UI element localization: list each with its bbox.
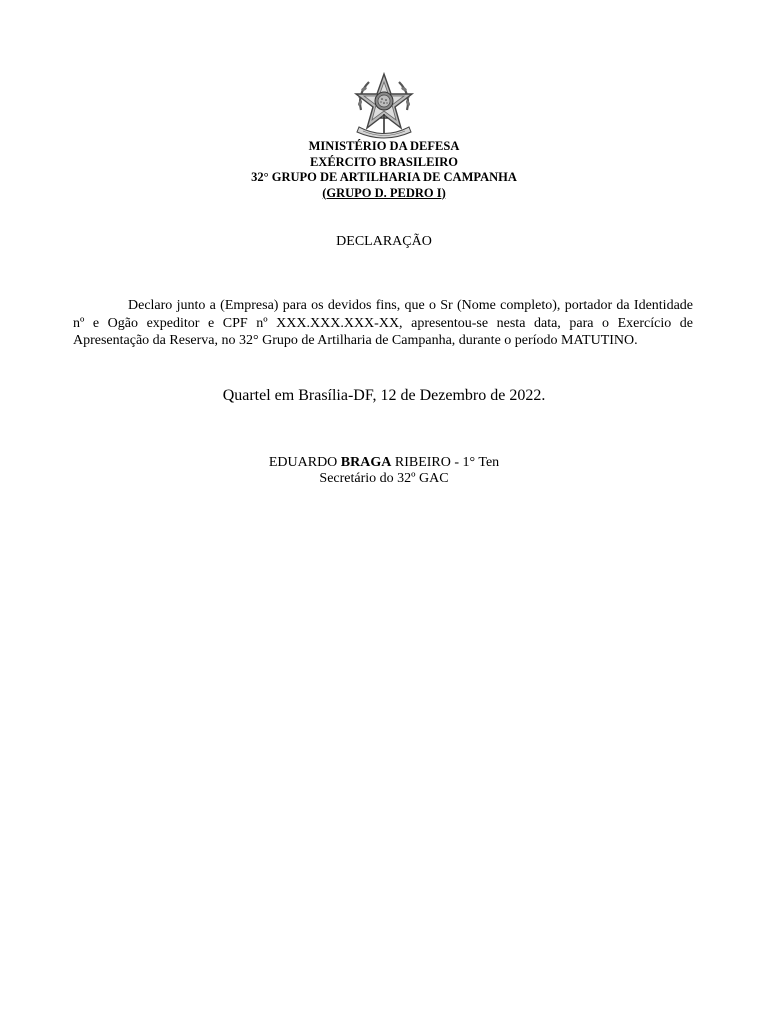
document-title: DECLARAÇÃO xyxy=(336,234,432,249)
signatory-name xyxy=(0,455,768,471)
letterhead xyxy=(0,139,768,201)
ministry-name: MINISTÉRIO DA DEFESA xyxy=(308,139,460,153)
unit-name: 32° GRUPO DE ARTILHARIA DE CAMPANHA xyxy=(251,170,517,184)
place-and-date: Quartel em Brasília-DF, 12 de Dezembro de 2022. xyxy=(222,387,546,404)
brazil-coat-of-arms-icon xyxy=(349,70,419,140)
signatory-last-name-rank: RIBEIRO - 1° Ten xyxy=(391,455,500,470)
army-name: EXÉRCITO BRASILEIRO xyxy=(309,154,459,169)
signature-block xyxy=(0,455,768,487)
signatory-first-name: EDUARDO xyxy=(268,455,341,470)
signatory-surname-bold: BRAGA xyxy=(340,455,392,470)
signatory-role: Secretário do 32º GAC xyxy=(319,471,449,486)
declaration-paragraph: Declaro junto a (Empresa) para os devidos fins, que o Sr (Nome completo), portador da Identidade nº e Ogão expeditor e CPF nº XXX.XXX.XXX-XX, apresentou-se nesta data, para o Exercício de Apresentação da Reserva, no 32° Grupo de Artilharia de Campanha, durante o período MATUTINO. xyxy=(73,298,693,348)
unit-nickname: (GRUPO D. PEDRO I) xyxy=(322,185,446,200)
